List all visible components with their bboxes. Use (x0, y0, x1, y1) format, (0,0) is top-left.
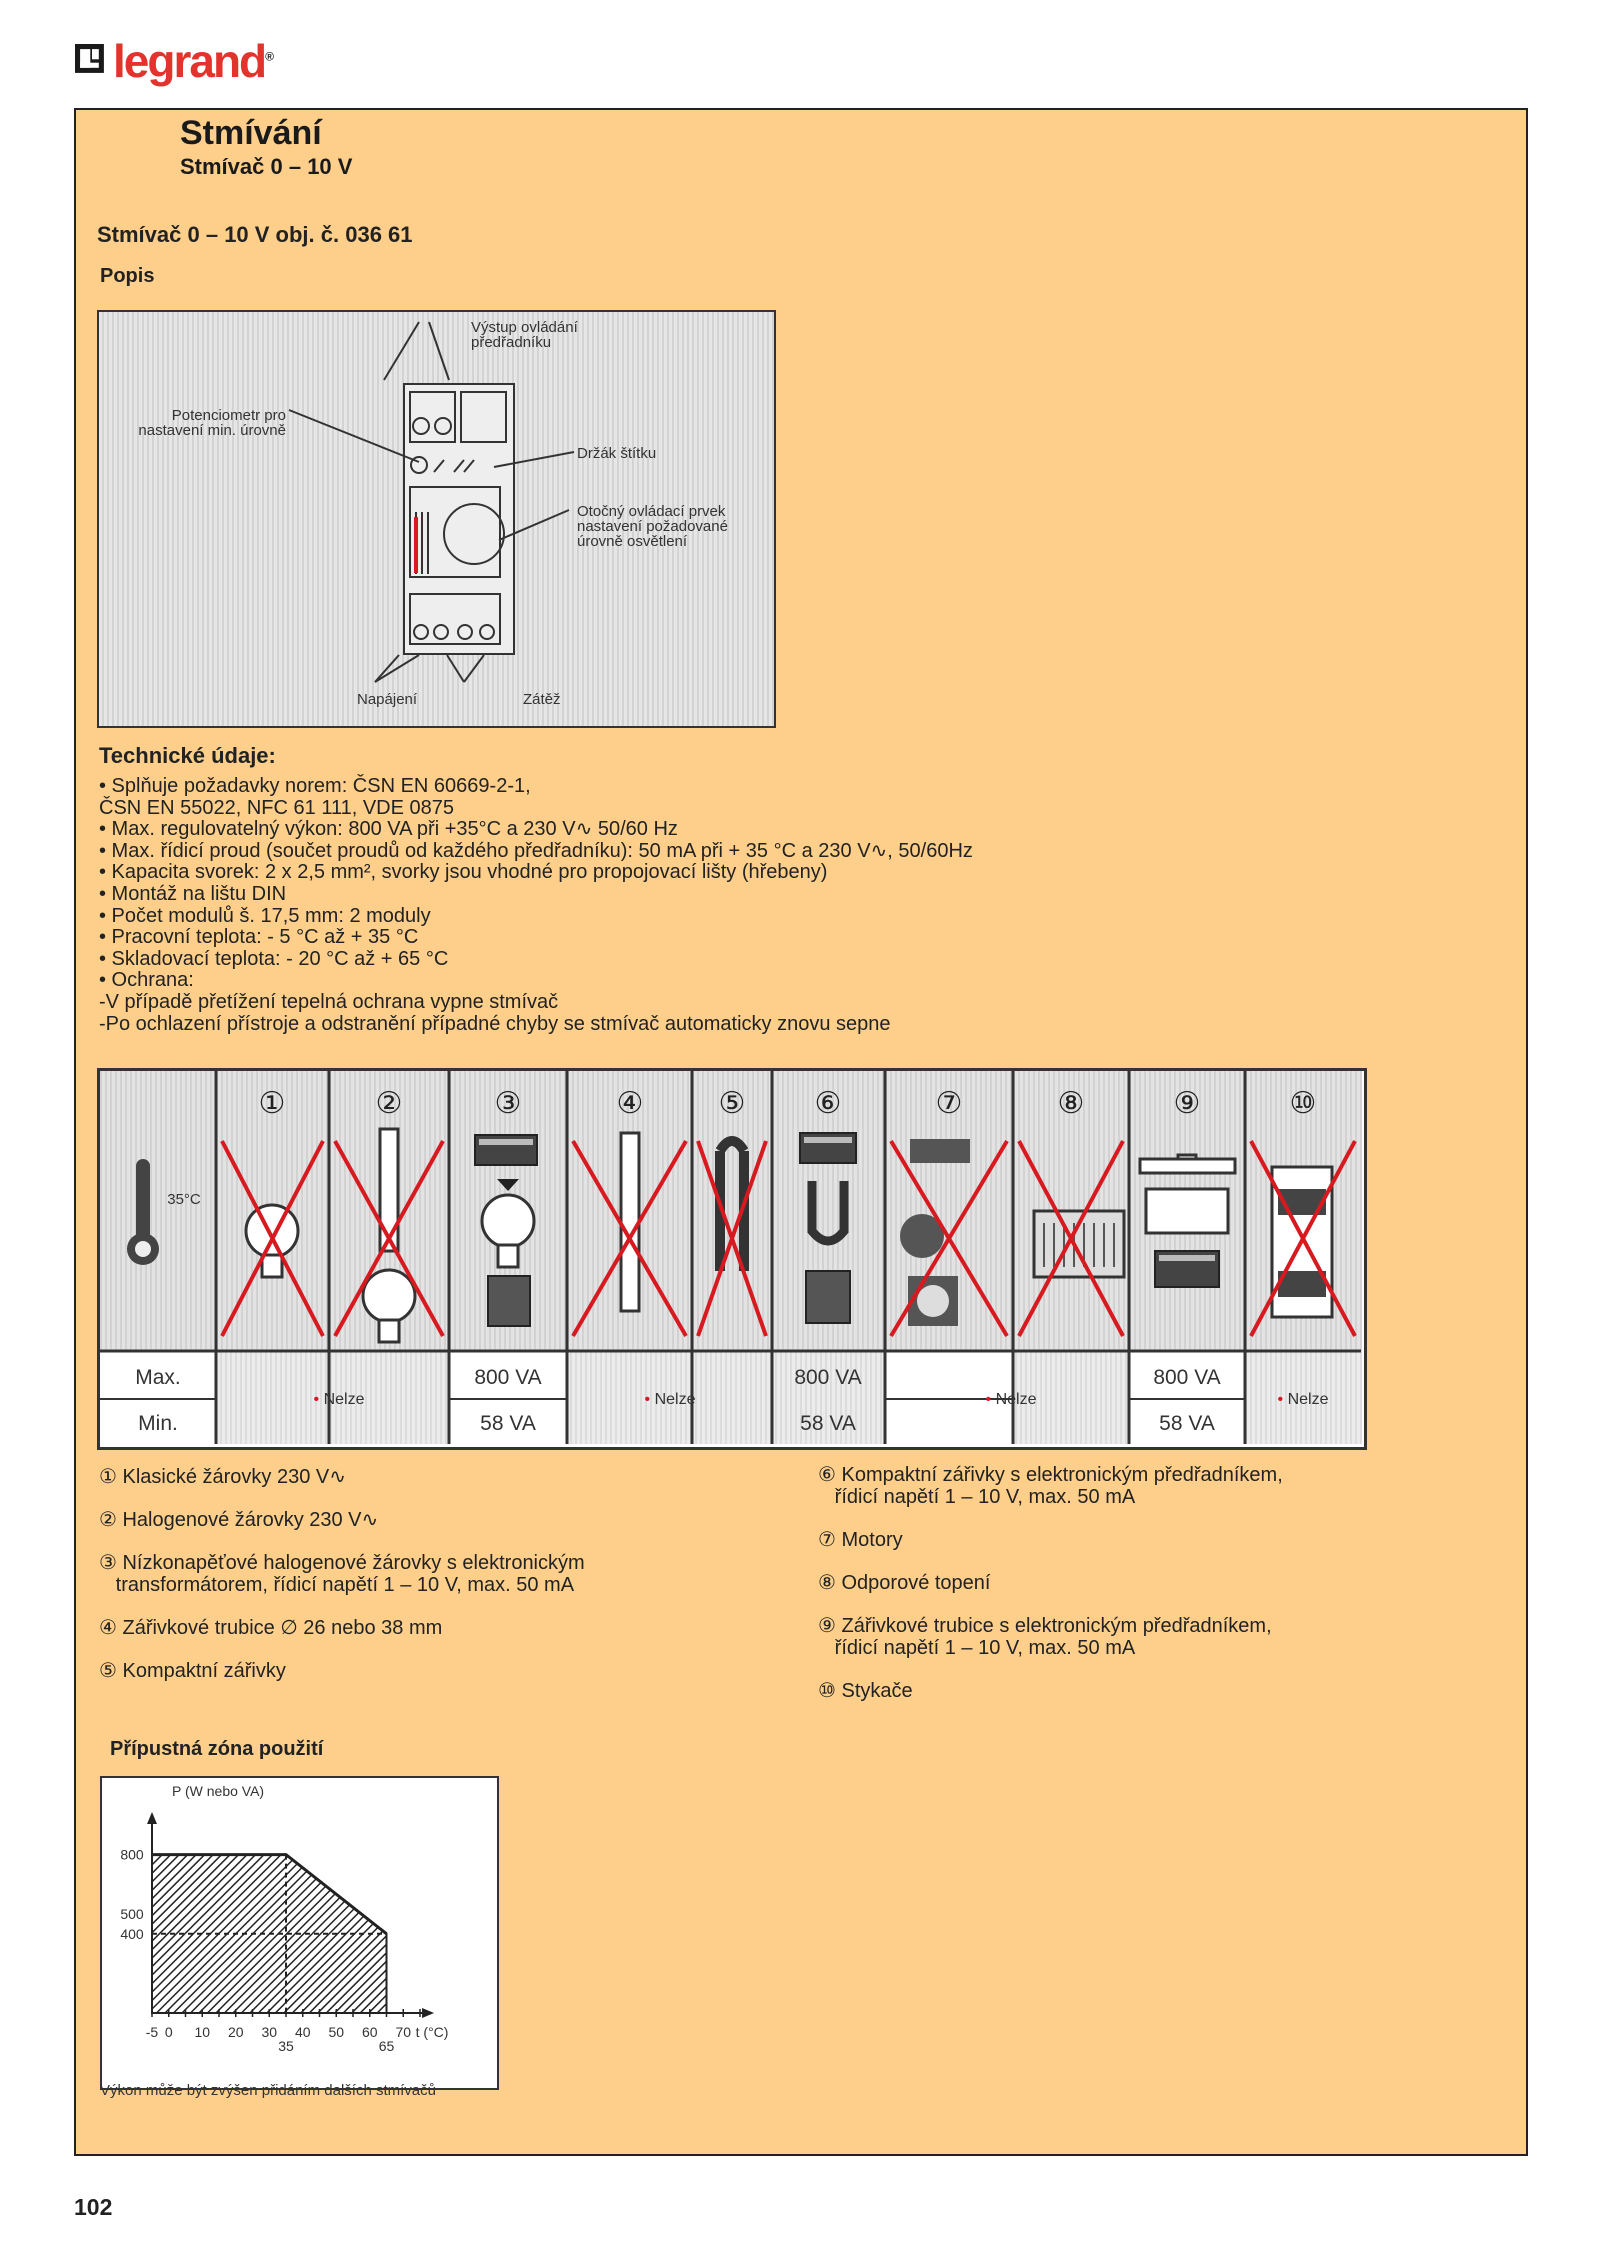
min-value: 58 VA (800, 1412, 856, 1435)
not-possible-label: • Nelze (1277, 1391, 1329, 1408)
column-number: ⑨ (1173, 1087, 1201, 1120)
spec-line: • Ochrana: (99, 969, 194, 992)
x-tick-label: 30 (261, 2024, 278, 2040)
chart-svg (102, 1778, 497, 2088)
legend-line: řídicí napětí 1 – 10 V, max. 50 mA (818, 1486, 1136, 1508)
legend-line: ⑧ Odporové topení (818, 1572, 991, 1594)
legend-item (818, 1680, 913, 1702)
max-value: 800 VA (474, 1366, 542, 1389)
row-label-min: Min. (138, 1412, 178, 1435)
spec-line: -Po ochlazení přístroje a odstranění případné chyby se stmívač automaticky znovu sepne (99, 1012, 891, 1035)
load-table (97, 1068, 1367, 1450)
x-tick-label: 50 (328, 2024, 345, 2040)
specs-heading: Technické údaje: (99, 743, 276, 768)
spec-line: • Kapacita svorek: 2 x 2,5 mm², svorky jsou vhodné pro propojovací lišty (hřebeny) (99, 861, 828, 884)
label-holder: Držák štítku (577, 445, 657, 462)
legend-line: řídicí napětí 1 – 10 V, max. 50 mA (818, 1637, 1136, 1659)
product-heading: Stmívač 0 – 10 V obj. č. 036 61 (97, 222, 413, 247)
spec-line: • Počet modulů š. 17,5 mm: 2 moduly (99, 904, 431, 927)
column-number: ④ (616, 1087, 644, 1120)
temperature-label: 35°C (167, 1191, 201, 1208)
legend-line: ③ Nízkonapěťové halogenové žárovky s elektronickým (99, 1552, 585, 1574)
y-tick-label: 400 (120, 1925, 144, 1942)
min-value: 58 VA (1159, 1412, 1215, 1435)
legend-item (99, 1509, 378, 1531)
brand-name: legrand® (113, 35, 272, 87)
chart-box (100, 1776, 499, 2090)
halogen-icon (380, 1129, 398, 1251)
column-number: ⑧ (1057, 1087, 1085, 1120)
x-tick-label-65: 65 (378, 2038, 395, 2054)
page-title: Stmívání (180, 114, 322, 152)
x-tick-label-35: 35 (278, 2038, 294, 2054)
not-possible-label: • Nelze (644, 1391, 696, 1408)
not-possible-label: • Nelze (985, 1391, 1037, 1408)
page-subtitle: Stmívač 0 – 10 V (180, 154, 353, 179)
x-tick-label: 70 (395, 2024, 412, 2040)
legend-item (99, 1617, 442, 1639)
label-load: Zátěž (523, 691, 561, 708)
column-number: ③ (494, 1087, 522, 1120)
column-number: ⑩ (1289, 1087, 1317, 1120)
x-tick-label: 0 (164, 2024, 173, 2040)
legend-line: ⑨ Zářivkové trubice s elektronickým předřadníkem, (818, 1615, 1272, 1637)
halogen-lamp-icon (482, 1195, 534, 1247)
legend-item (99, 1660, 286, 1682)
column-number: ② (375, 1087, 403, 1120)
min-value: 58 VA (480, 1412, 536, 1435)
legend-line: ① Klasické žárovky 230 V∿ (99, 1466, 347, 1488)
halogen-bulb-icon (363, 1270, 415, 1322)
y-axis-label: P (W nebo VA) (172, 1783, 265, 1799)
spec-line: • Pracovní teplota: - 5 °C až + 35 °C (99, 926, 419, 949)
legend-item (818, 1572, 990, 1594)
label-supply: Napájení (357, 691, 418, 708)
x-tick-label: 10 (194, 2024, 211, 2040)
specs-list (99, 776, 1499, 1035)
spec-line: • Skladovací teplota: - 20 °C až + 65 °C (99, 947, 449, 970)
max-value: 800 VA (794, 1366, 862, 1389)
column-number: ⑦ (935, 1087, 963, 1120)
device-diagram (97, 310, 776, 728)
legend-line: transformátorem, řídicí napětí 1 – 10 V, max. 50 mA (99, 1574, 575, 1596)
x-tick-label: 40 (294, 2024, 311, 2040)
spec-line: • Max. řídicí proud (součet proudů od každého předřadníku): 50 mA při + 35 °C a 230 V∿, 50/60Hz (99, 839, 973, 862)
column-number: ⑤ (718, 1087, 746, 1120)
section-popis: Popis (100, 265, 155, 287)
legend-item (99, 1552, 585, 1596)
electronic-ballast-icon (1146, 1189, 1228, 1233)
legend-item (818, 1529, 903, 1551)
y-tick-label: 800 (120, 1846, 144, 1863)
spec-line: • Max. regulovatelný výkon: 800 VA při +35°C a 230 V∿ 50/60 Hz (99, 818, 678, 841)
spec-line: • Splňuje požadavky norem: ČSN EN 60669-2-1, (99, 775, 531, 797)
tube-icon (1140, 1159, 1235, 1173)
legend-line: ④ Zářivkové trubice ∅ 26 nebo 38 mm (99, 1617, 443, 1639)
spec-line: -V případě přetížení tepelná ochrana vypne stmívač (99, 990, 559, 1013)
label-knob: Otočný ovládací prvek nastavení požadované úrovně osvětlení (577, 503, 728, 550)
legend-line: ⑩ Stykače (818, 1680, 913, 1702)
x-tick-label: -5 (145, 2024, 159, 2040)
x-axis-label: t (°C) (415, 2024, 449, 2040)
not-possible-label: • Nelze (313, 1391, 365, 1408)
legend-item (818, 1615, 1272, 1659)
legend-line: ⑦ Motory (818, 1529, 903, 1551)
column-number: ⑥ (814, 1087, 842, 1120)
legrand-logo (75, 44, 109, 78)
legend-line: ⑥ Kompaktní zářivky s elektronickým předřadníkem, (818, 1464, 1283, 1486)
transformer-box-icon (488, 1276, 530, 1326)
max-value: 800 VA (1153, 1366, 1221, 1389)
spec-line: • Montáž na lištu DIN (99, 882, 287, 905)
legend-line: ⑤ Kompaktní zářivky (99, 1660, 286, 1682)
load-table-grid (100, 1071, 1364, 1447)
row-label-max: Max. (135, 1366, 181, 1389)
spec-line: ČSN EN 55022, NFC 61 111, VDE 0875 (99, 796, 454, 819)
page-number: 102 (74, 2194, 113, 2220)
chart-title: Přípustná zóna použití (110, 1738, 324, 1760)
y-tick-label: 500 (120, 1906, 144, 1922)
x-tick-label: 60 (361, 2024, 378, 2040)
column-number: ① (258, 1087, 286, 1120)
legend-line: ② Halogenové žárovky 230 V∿ (99, 1509, 379, 1531)
label-output: Výstup ovládání předřadníku (471, 319, 578, 351)
fluorescent-tube-icon (621, 1133, 639, 1311)
bulb-icon (246, 1205, 298, 1257)
legend-item (818, 1464, 1283, 1508)
label-potentiometer: Potenciometr pro nastavení min. úrovně (138, 407, 286, 439)
drill-icon (910, 1139, 970, 1163)
x-tick-label: 20 (227, 2024, 244, 2040)
legend-item (99, 1466, 346, 1488)
footnote: Výkon může být zvýšen přidáním dalších stmívačů (100, 2082, 436, 2099)
